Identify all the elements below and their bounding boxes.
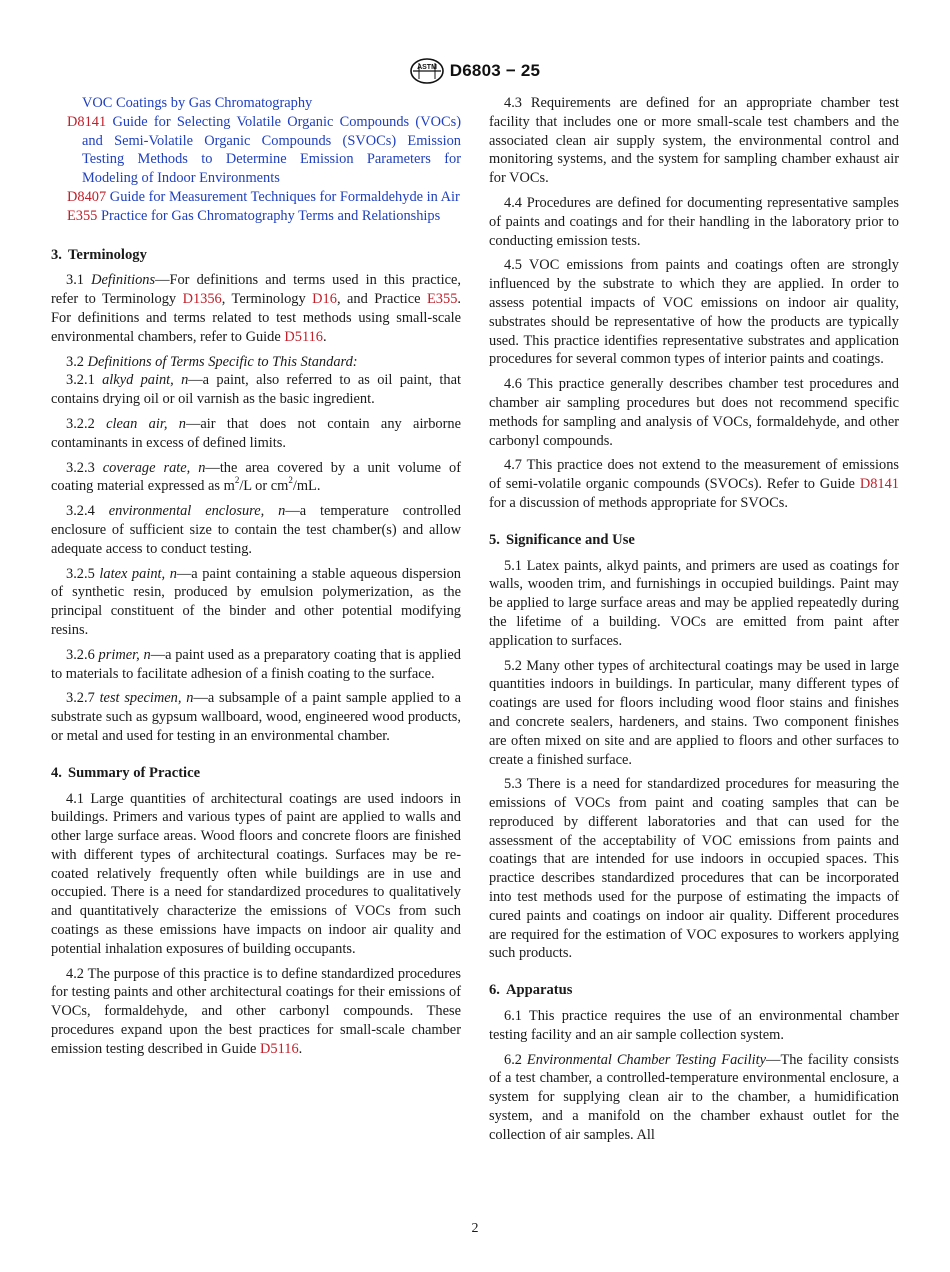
d5116-link[interactable]: D5116 <box>260 1040 299 1057</box>
paragraph-3-2: 3.2 Definitions of Terms Specific to This Standard: <box>66 353 358 370</box>
reference-continuation: VOC Coatings by Gas Chromatography <box>82 95 313 111</box>
reference-code-link[interactable]: E355 <box>67 207 98 224</box>
left-column <box>51 94 461 1065</box>
paragraph-4-3: 4.3 Requirements are defined for an appropriate chamber test facility that includes one or more small-scale test chambers and the associated clean air supply system, the environmental control and monitoring systems, and the system for sampling chamber exhaust air for VOCs. <box>489 95 899 187</box>
definition-coverage-rate: 3.2.3 coverage rate, n—the area covered by a unit volume of coating material expressed as $m^2/L$ or $cm^2/mL$. <box>51 459 462 495</box>
section-5-heading: 5. Significance and Use <box>489 531 635 548</box>
d5116-link[interactable]: D5116 <box>284 328 323 345</box>
reference-title-link[interactable]: Practice for Gas Chromatography Terms and Relationships <box>101 207 441 224</box>
d1356-link[interactable]: D1356 <box>182 291 222 308</box>
paragraph-4-2: 4.2 The purpose of this practice is to define standardized procedures for testing paints and other architectural coatings for their emissions of VOCs, formaldehyde, and other carbonyl compounds. These procedures expand upon the best practices for small-scale chamber emission testing described in Guide D5116. <box>51 965 461 1057</box>
paragraph-3-1: 3.1 Definitions—For definitions and terms used in this practice, refer to Terminology D1356, Terminology D16, and Practice E355. For definitions and terms related to test methods using small-scale environmental chambers, refer to Guide D5116. <box>51 272 462 345</box>
paragraph-4-6: 4.6 This practice generally describes chamber test procedures and chamber air sampling procedures but does not recommend specific methods for sampling and analysis of VOCs, formaldehyde, and other carbonyl compounds. <box>489 376 899 449</box>
definition-clean-air: 3.2.2 clean air, n—air that does not contain any airborne contaminants in excess of defined limits. <box>51 415 461 451</box>
section-4-heading: 4. Summary of Practice <box>51 764 201 781</box>
reference-d8407 <box>51 188 461 207</box>
definition-latex-paint: 3.2.5 latex paint, n—a paint containing a stable aqueous dispersion of synthetic resin, produced by emulsion polymerization, as the principal constituent of the binder and other potential modifying resins. <box>51 565 461 638</box>
d8141-link[interactable]: D8141 <box>859 476 899 493</box>
page-header <box>0 58 950 84</box>
paragraph-4-7: 4.7 This practice does not extend to the measurement of emissions of semi-volatile organic compounds (SVOCs). Refer to Guide D8141 for a discussion of methods appropriate for SVOCs. <box>489 457 899 511</box>
paragraph-5-3: 5.3 There is a need for standardized procedures for measuring the emissions of VOCs from paint and coating samples that can be reproduced by different laboratories and that can used for the assessment of the acceptability of VOC emissions from paints and coatings that are intended for use indoors in occupied spaces. This practice describes standardized procedures that can be incorporated into test methods used for the purpose of estimating the impacts of cured paints and coatings on indoor air quality. Different procedures are required for the estimation of VOC exposures to workers applying such products. <box>489 776 899 962</box>
definition-test-specimen: 3.2.7 test specimen, n—a subsample of a paint sample applied to a substrate such as gypsum wallboard, wood, engineered wood products, or metal and used for testing in an environmental chamber. <box>51 690 461 744</box>
paragraph-4-1: 4.1 Large quantities of architectural coatings are used indoors in buildings. Primers and various types of paint are applied to walls and other large surface areas. Wood floors and concrete floors are finished with different types of architectural coatings. Surfaces may be re-coated relatively frequently often while buildings are in use and occupied. There is a need for standardized procedures to qualitatively and quantitatively characterize the emissions of VOCs from such coatings as these emissions have impacts on indoor air quality and potential inhalation exposures of building occupants. <box>51 790 461 957</box>
paragraph-4-4: 4.4 Procedures are defined for documenting representative samples of paints and coatings and for their handling in the laboratory prior to conducting emission tests. <box>489 194 899 249</box>
reference-code-link[interactable]: D8407 <box>67 188 107 205</box>
section-6-heading: 6. Apparatus <box>489 982 573 999</box>
paragraph-6-1: 6.1 This practice requires the use of an environmental chamber testing facility and an air sample collection system. <box>489 1008 899 1043</box>
reference-code-link[interactable]: D8141 <box>67 113 107 130</box>
document-id: D6803 − 25 <box>449 61 541 80</box>
definition-environmental-enclosure: 3.2.4 environmental enclosure, n—a temperature controlled enclosure of sufficient size to contain the test chamber(s) and allow adequate access to conduct testing. <box>51 503 461 557</box>
reference-e355 <box>51 207 461 226</box>
d16-link[interactable]: D16 <box>312 291 337 308</box>
reference-title-link[interactable]: Guide for Measurement Techniques for Formaldehyde in Air <box>109 188 460 205</box>
astm-logo-icon <box>410 58 444 84</box>
paragraph-6-2: 6.2 Environmental Chamber Testing Facility—The facility consists of a test chamber, a controlled-temperature environmental enclosure, a system for supplying clean air to the chamber, a humidification system, and a manifold on the chamber exhaust outlet for the collection of air samples. All <box>489 1051 899 1143</box>
definition-alkyd-paint: 3.2.1 alkyd paint, n—a paint, also referred to as oil paint, that contains drying oil or oil varnish as the basic ingredient. <box>51 372 461 408</box>
paragraph-5-1: 5.1 Latex paints, alkyd paints, and primers are used as coatings for walls, wooden trim, and furnishings in occupied buildings. Paint may be applied to large surface areas and may be applied repeatedly during the lifetime of a building. VOCs are emitted from paint after application to surfaces. <box>489 557 899 649</box>
page-number: 2 <box>471 1221 479 1236</box>
reference-title-link[interactable]: Guide for Selecting Volatile Organic Compounds (VOCs) and Semi-Volatile Organic Compounds (SVOCs) Emission Testing Methods to Determine Emission Parameters for Modeling of Indoor Environments <box>82 113 461 187</box>
reference-d8141 <box>51 113 461 188</box>
paragraph-4-5: 4.5 VOC emissions from paints and coatings often are strongly influenced by the substrate to which they are applied. In order to assess potential impacts of VOC emissions on indoor air quality, substrates should be representative of how the products are typically used. This practice identifies representative substrates and application procedures for several common types of interior paints and coatings. <box>489 257 899 368</box>
e355-link[interactable]: E355 <box>427 291 458 308</box>
definition-primer: 3.2.6 primer, n—a paint used as a preparatory coating that is applied to materials to facilitate adhesion of a finish coating to the surface. <box>51 646 461 682</box>
paragraph-5-2: 5.2 Many other types of architectural coatings may be used in large quantities indoors in buildings. In particular, many different types of coatings are used for floors including wood floor stains and finishes and concrete sealers, hardeners, and stains. Two component finishes are often mixed on site and are applied to floors and other surfaces to create a finished surface. <box>489 657 899 768</box>
right-column <box>489 94 899 1151</box>
section-3-heading: 3. Terminology <box>51 246 147 263</box>
svg-text:ASTM: ASTM <box>416 64 437 71</box>
